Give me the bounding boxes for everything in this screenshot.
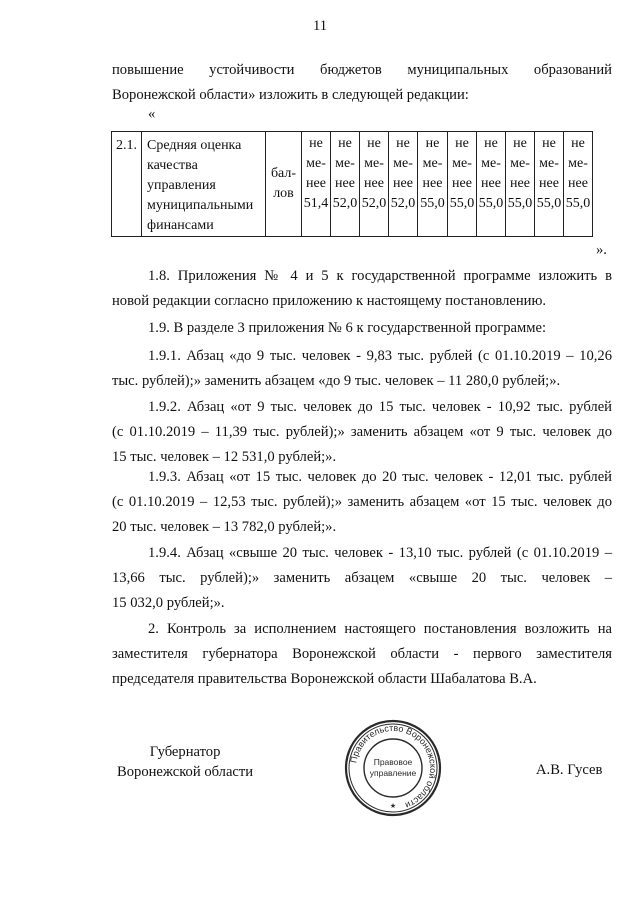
indicator-line: управления [147, 178, 216, 193]
value-line: 52,0 [390, 196, 416, 211]
p2-line-2: заместителя губернатора Воронежской области - первого заместителя [112, 646, 612, 662]
value-line: ме- [364, 156, 384, 171]
value-line: 55,0 [565, 196, 591, 211]
row-number-cell: 2.1. [112, 132, 142, 237]
value-line: 55,0 [478, 196, 504, 211]
stamp-star-icon: ★ [389, 803, 397, 810]
value-line: ме- [481, 156, 501, 171]
stamp-ring-text: Правительство Воронежской области [348, 722, 439, 811]
value-line: нее [539, 176, 559, 191]
value-line: не [571, 136, 585, 151]
signatory-title-line-1: Губернатор [149, 744, 221, 760]
p191-line-1: 1.9.1. Абзац «до 9 тыс. человек - 9,83 тыс. рублей (с 01.10.2019 – 10,26 [148, 348, 612, 364]
value-line: нее [393, 176, 413, 191]
value-line: 55,0 [507, 196, 533, 211]
value-line: не [484, 136, 498, 151]
indicator-line: муниципальными [147, 198, 254, 213]
paragraph-1-9-2 [112, 395, 612, 470]
value-line: не [455, 136, 469, 151]
value-line: не [513, 136, 527, 151]
legal-department-stamp [343, 718, 443, 818]
value-line: ме- [393, 156, 413, 171]
indicator-line: финансами [147, 218, 214, 233]
value-line: 51,4 [303, 196, 329, 211]
value-cell-10 [564, 132, 593, 237]
value-line: ме- [422, 156, 443, 171]
value-cell-2 [331, 132, 360, 237]
value-line: 52,0 [361, 196, 387, 211]
intro-line-1: повышение устойчивости бюджетов муниципальных образований [112, 62, 612, 78]
indicator-line: качества [147, 158, 198, 173]
p194-line-1: 1.9.4. Абзац «свыше 20 тыс. человек - 13,10 тыс. рублей (с 01.10.2019 – [148, 545, 612, 561]
value-line: не [425, 136, 440, 151]
value-line: ме- [568, 156, 588, 171]
p192-line-3: 15 тыс. человек – 12 531,0 рублей;». [112, 449, 337, 465]
p19-line-1: 1.9. В разделе 3 приложения № 6 к государственной программе: [148, 320, 547, 336]
unit-line: лов [273, 186, 294, 201]
quote-close-mark: ». [596, 242, 607, 258]
value-line: нее [452, 176, 472, 191]
quote-open-mark: « [148, 106, 156, 122]
p2-line-1: 2. Контроль за исполнением настоящего постановления возложить на [148, 621, 612, 637]
indicator-line: Средняя оценка [147, 138, 242, 153]
value-line: нее [306, 176, 326, 191]
value-line: 55,0 [536, 196, 562, 211]
value-cell-7 [477, 132, 506, 237]
value-line: нее [364, 176, 384, 191]
value-line: 55,0 [449, 196, 475, 211]
value-line: не [396, 136, 410, 151]
value-line: 52,0 [332, 196, 358, 211]
p18-line-1: 1.8. Приложения № 4 и 5 к государственной программе изложить в [148, 268, 612, 284]
paragraph-1-9 [112, 316, 612, 341]
intro-paragraph [112, 58, 612, 108]
table-row [112, 132, 593, 237]
value-line: нее [422, 176, 443, 191]
value-line: 55,0 [420, 196, 445, 211]
value-line: ме- [539, 156, 559, 171]
value-line: ме- [335, 156, 355, 171]
unit-cell [266, 132, 302, 237]
p18-line-2: новой редакции согласно приложению к настоящему постановлению. [112, 293, 547, 309]
value-cell-3 [360, 132, 389, 237]
p191-line-2: тыс. рублей);» заменить абзацем «до 9 тыс. человек – 11 280,0 рублей;». [112, 373, 561, 389]
value-line: нее [481, 176, 501, 191]
value-line: нее [568, 176, 588, 191]
p193-line-3: 20 тыс. человек – 13 782,0 рублей;». [112, 519, 337, 535]
p192-line-2: (с 01.10.2019 – 11,39 тыс. рублей);» заменить абзацем «от 9 тыс. человек до [112, 424, 612, 440]
value-cell-4 [389, 132, 418, 237]
value-line: ме- [452, 156, 472, 171]
value-line: не [542, 136, 556, 151]
value-cell-9 [535, 132, 564, 237]
unit-line: бал- [270, 166, 297, 181]
stamp-center-line-1: Правовое [373, 757, 413, 767]
page-number: 11 [312, 18, 328, 34]
value-line: нее [510, 176, 530, 191]
indicator-name-cell [142, 132, 266, 237]
signatory-name: А.В. Гусев [536, 762, 603, 778]
p194-line-2: 13,66 тыс. рублей);» заменить абзацем «свыше 20 тыс. человек – [112, 570, 612, 586]
value-line: ме- [306, 156, 326, 171]
value-line: не [309, 136, 323, 151]
value-line: не [338, 136, 352, 151]
value-line: ме- [510, 156, 530, 171]
paragraph-2 [112, 617, 612, 692]
paragraph-1-9-1 [112, 344, 612, 394]
value-line: не [367, 136, 381, 151]
p192-line-1: 1.9.2. Абзац «от 9 тыс. человек до 15 тыс. человек - 10,92 тыс. рублей [148, 399, 612, 415]
value-cell-1 [302, 132, 331, 237]
p193-line-1: 1.9.3. Абзац «от 15 тыс. человек до 20 тыс. человек - 12,01 тыс. рублей [148, 469, 612, 485]
signatory-title [117, 742, 253, 782]
value-cell-8 [506, 132, 535, 237]
value-cell-5 [418, 132, 448, 237]
stamp-center-line-2: управление [369, 768, 417, 778]
paragraph-1-9-3 [112, 465, 612, 540]
value-cell-6 [448, 132, 477, 237]
p194-line-3: 15 032,0 рублей;». [112, 595, 225, 611]
value-line: нее [335, 176, 355, 191]
signatory-title-line-2: Воронежской области [117, 764, 254, 780]
p2-line-3: председателя правительства Воронежской области Шабалатова В.А. [112, 671, 537, 687]
intro-line-2: Воронежской области» изложить в следующей редакции: [112, 87, 469, 103]
indicator-table [111, 131, 593, 237]
paragraph-1-8 [112, 264, 612, 314]
p193-line-2: (с 01.10.2019 – 12,53 тыс. рублей);» заменить абзацем «от 15 тыс. человек до [112, 494, 612, 510]
paragraph-1-9-4 [112, 541, 612, 616]
